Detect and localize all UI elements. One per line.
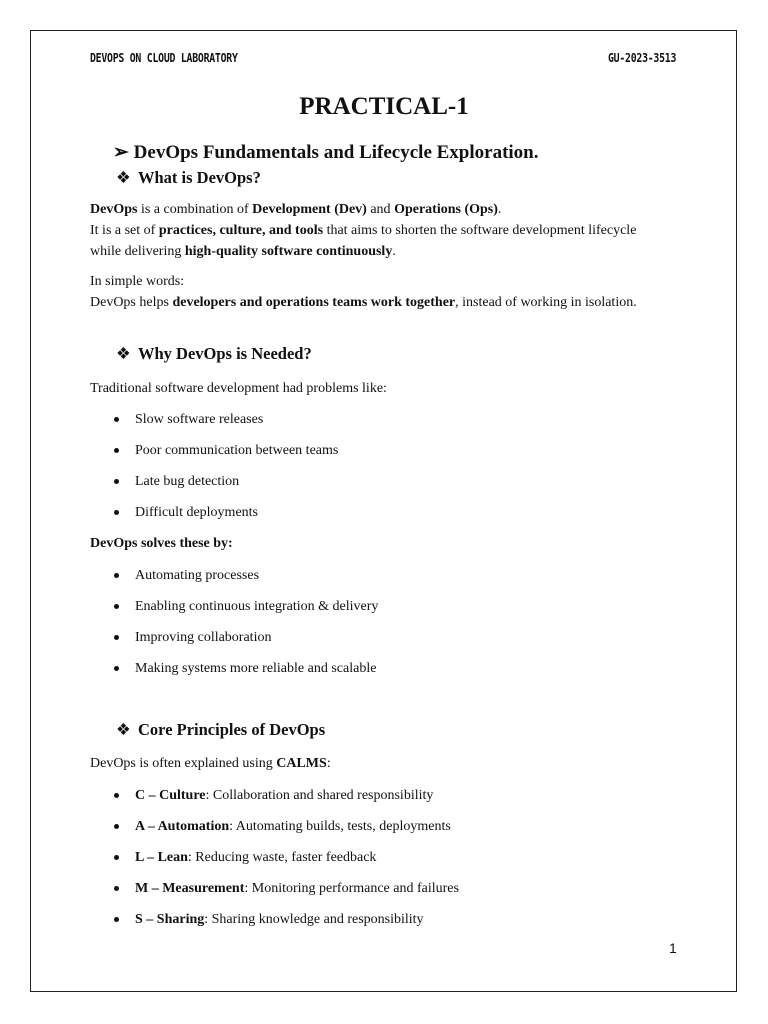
paragraph-calms-intro <box>90 753 650 774</box>
bullet-dot-icon <box>114 604 119 609</box>
heading-text: Why DevOps is Needed? <box>138 344 312 363</box>
list-item <box>90 565 378 596</box>
text-run: high-quality software continuously <box>184 244 393 259</box>
heading-why-devops <box>116 344 312 364</box>
bullet-dot-icon <box>114 635 119 640</box>
calms-list <box>90 785 459 940</box>
list-item <box>90 847 459 878</box>
problems-list <box>90 409 338 533</box>
text-run: and <box>366 202 395 217</box>
text-run: : <box>326 756 331 771</box>
text-run: . <box>392 244 396 259</box>
text-run: DevOps is often explained using <box>90 756 277 771</box>
paragraph-problems-intro: Traditional software development had problems like: <box>90 381 387 396</box>
text-run: DevOps helps <box>90 295 173 310</box>
bullet-dot-icon <box>114 479 119 484</box>
heading-text: What is DevOps? <box>138 168 261 187</box>
bullet-dot-icon <box>114 510 119 515</box>
main-heading <box>113 141 539 164</box>
main-heading-text: DevOps Fundamentals and Lifecycle Exploration. <box>133 142 539 163</box>
principle-key: S – Sharing <box>135 912 205 927</box>
list-item <box>90 409 338 440</box>
text-run: practices, culture, and tools <box>158 223 324 238</box>
text-run: is a combination of <box>137 202 253 217</box>
list-item <box>90 878 459 909</box>
principle-desc: : Collaboration and shared responsibility <box>205 788 434 803</box>
list-item-text: Automating processes <box>135 568 260 583</box>
paragraph-definition <box>90 199 650 262</box>
bullet-dot-icon <box>114 666 119 671</box>
principle-key: L – Lean <box>135 850 188 865</box>
bullet-dot-icon <box>114 573 119 578</box>
arrow-bullet-icon: ➢ <box>113 142 129 163</box>
paragraph-simple-words <box>90 271 650 313</box>
header-course-title: DEVOPS ON CLOUD LABORATORY <box>90 51 238 65</box>
principle-desc: : Automating builds, tests, deployments <box>229 819 451 834</box>
solves-label <box>90 533 650 554</box>
list-item-text: Enabling continuous integration & delivery <box>135 599 379 614</box>
bullet-dot-icon <box>114 886 119 891</box>
list-item <box>90 471 338 502</box>
list-item-text: Late bug detection <box>135 474 240 489</box>
bullet-dot-icon <box>114 917 119 922</box>
principle-desc: : Reducing waste, faster feedback <box>187 850 377 865</box>
principle-key: C – Culture <box>135 788 206 803</box>
page-number: 1 <box>669 940 677 956</box>
heading-core-principles <box>116 720 325 740</box>
list-item <box>90 658 378 689</box>
list-item <box>90 440 338 471</box>
list-item <box>90 502 338 533</box>
text-run: Operations (Ops) <box>394 202 498 217</box>
list-item <box>90 816 459 847</box>
diamond-bullet-icon: ❖ <box>116 168 131 187</box>
heading-text: Core Principles of DevOps <box>138 720 326 739</box>
principle-key: M – Measurement <box>135 881 245 896</box>
header-student-id: GU-2023-3513 <box>608 51 677 65</box>
text-run: CALMS <box>276 756 327 771</box>
list-item-text: Poor communication between teams <box>135 443 339 458</box>
list-item <box>90 596 378 627</box>
text-run: Development (Dev) <box>252 202 367 217</box>
text-run: that aims to shorten the software development lifecycle while delivering <box>90 223 637 259</box>
text-run: In simple words: <box>90 274 185 289</box>
principle-key: A – Automation <box>135 819 230 834</box>
heading-what-is-devops <box>116 168 261 188</box>
list-item-text: Improving collaboration <box>135 630 272 645</box>
bullet-dot-icon <box>114 855 119 860</box>
list-item <box>90 909 459 940</box>
principle-desc: : Monitoring performance and failures <box>244 881 459 896</box>
text-run: developers and operations teams work together <box>172 295 456 310</box>
text-run: It is a set of <box>90 223 159 238</box>
list-item-text: Difficult deployments <box>135 505 258 520</box>
text-run: , instead of working in isolation. <box>455 295 637 310</box>
principle-desc: : Sharing knowledge and responsibility <box>204 912 424 927</box>
list-item-text: Making systems more reliable and scalable <box>135 661 377 676</box>
list-item <box>90 785 459 816</box>
list-item <box>90 627 378 658</box>
bullet-dot-icon <box>114 824 119 829</box>
diamond-bullet-icon: ❖ <box>116 720 131 739</box>
text-run: . <box>497 202 502 217</box>
page-title: PRACTICAL-1 <box>299 93 469 120</box>
text-run: DevOps solves these by: <box>90 536 233 551</box>
solutions-list <box>90 565 378 689</box>
text-run: DevOps <box>90 202 138 217</box>
bullet-dot-icon <box>114 448 119 453</box>
bullet-dot-icon <box>114 417 119 422</box>
bullet-dot-icon <box>114 793 119 798</box>
list-item-text: Slow software releases <box>135 412 264 427</box>
diamond-bullet-icon: ❖ <box>116 344 131 363</box>
